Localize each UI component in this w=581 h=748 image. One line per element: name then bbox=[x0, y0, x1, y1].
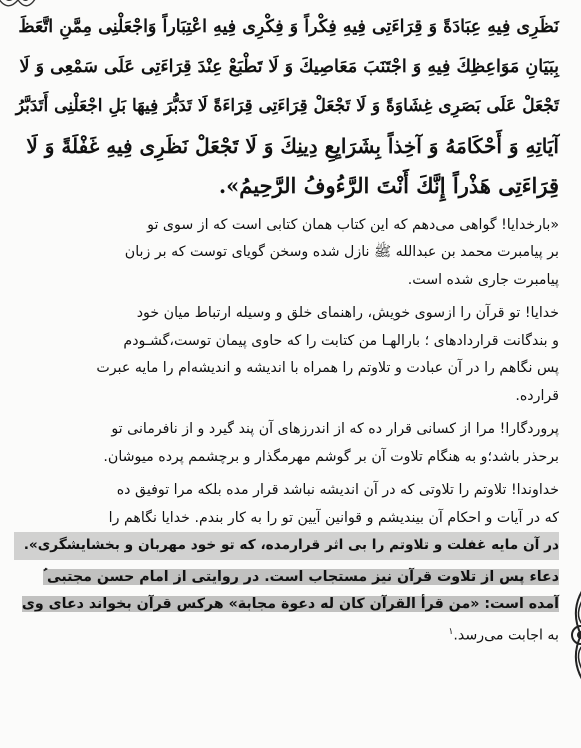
text-line: به اجابت می‌رسد. bbox=[453, 627, 559, 644]
arabic-line: تَجْعَلْ عَلَى بَصَرِی غِشَاوَةً وَ لَا تَجْعَلْ قِرَاءَتِی قِرَاءَةً لَا تَدَبُّرَ فِیهَا بَلِ اجْعَلْنِی أَتَدَبَّرُ bbox=[15, 96, 559, 116]
text-line: پروردگارا! مرا از کسانی قرار ده که از اندرزهای آن پند گیرد و از نافرمانی تو bbox=[111, 421, 559, 437]
text-line: که در آیات و احکام آن بیندیشم و قوانین آیین تو را به کار بندم. خدایا نگاهم را bbox=[108, 509, 559, 526]
text-line: بر پیامبرت محمد بن عبدالله ﷺ نازل شده وسخن گویای توست که بر زبان bbox=[124, 244, 559, 260]
text-line: پس نگاهم را در آن عبادت و تلاوتم را همراه با اندیشه و اندیشه‌ام را مایه عبرت bbox=[96, 360, 559, 376]
margin-ornament-icon bbox=[563, 575, 581, 695]
text-line: برحذر باشد؛و به هنگام تلاوت آن بر گوشم مهرمگذار و برچشمم پرده میوشان. bbox=[103, 448, 559, 465]
translation-paragraph-3 bbox=[14, 416, 559, 471]
text-line: پیامبرت جاری شده است. bbox=[407, 271, 559, 288]
footnote-marker: ۱ bbox=[448, 626, 454, 637]
translation-paragraph-2 bbox=[14, 300, 559, 410]
highlighted-text-line: دعاء پس از تلاوت قرآن نیز مستجاب است. در روایتی از امام حسن مجتبی ؑ bbox=[43, 568, 559, 585]
highlighted-text-line: در آن مایه غفلت و تلاوتم را بی اثر قرارمده، که تو خود مهربان و بخشایشگری». bbox=[14, 532, 559, 560]
translation-paragraph-1 bbox=[14, 212, 559, 295]
dua-after-recitation-paragraph bbox=[14, 564, 559, 650]
text-line: «بارخدایا! گواهی می‌دهم که این کتاب همان کتابی است که از سوی تو bbox=[147, 216, 559, 233]
page-content bbox=[14, 8, 559, 650]
arabic-line: قِرَاءَتِی هَذْراً إِنَّكَ أَنْتَ الرَّءُوفُ الرَّحِیمُ». bbox=[218, 173, 559, 198]
highlighted-text-line: آمده است: «من قرأ القرآن کان له دعوة مجابة» هرکس قرآن بخواند دعای وی bbox=[21, 596, 559, 612]
text-line: قرارده. bbox=[515, 387, 559, 404]
arabic-line: نَظَرِی فِیهِ عِبَادَةً وَ قِرَاءَتِی فِیهِ فِکْراً وَ فِکْرِی فِیهِ اعْتِبَاراً وَاجْعَلْنِی مِمَّنِ اتَّعَظَ bbox=[18, 17, 559, 37]
arabic-supplication bbox=[14, 8, 559, 206]
arabic-line: بِبَیَانِ مَوَاعِظِكَ فِیهِ وَ اجْتَنَبَ مَعَاصِیكَ وَ لَا تَطْبَعْ عِنْدَ قِرَاءَتِی عَلَى سَمْعِی وَ لَا bbox=[19, 56, 559, 77]
arabic-line: آیَاتِهِ وَ أَحْكَامَهُ وَ آخِذاً بِشَرَایِعِ دِینِكَ وَ لَا تَجْعَلْ نَظَرِی فِیهِ غَفْلَةً وَ لَا bbox=[26, 133, 559, 158]
text-line: خداوندا! تلاوتم را تلاوتی که در آن اندیشه نباشد قرار مده بلکه مرا توفیق ده bbox=[116, 482, 559, 498]
text-line: و بندگانت قراردادهای ؛ بارالهـا من کتابت را که حاوی پیمان توست،گشـودم bbox=[123, 332, 559, 349]
text-line: خدایا! تو قرآن را ازسوی خویش، راهنمای خلق و وسیله ارتباط میان خود bbox=[136, 305, 559, 321]
translation-paragraph-4 bbox=[14, 477, 559, 560]
